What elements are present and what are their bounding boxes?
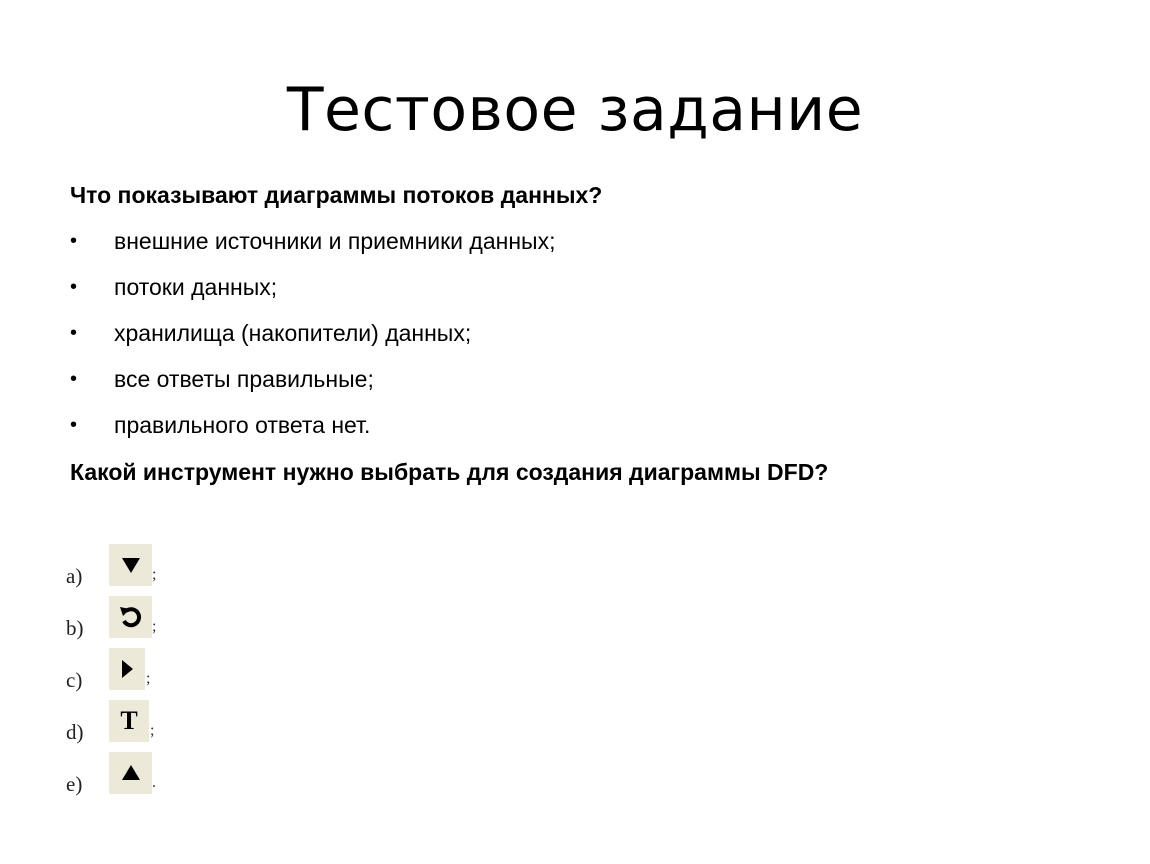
- bullet: •: [70, 230, 78, 252]
- option-punct: .: [152, 774, 156, 791]
- triangle-down-icon: [109, 544, 152, 586]
- question-1: Что показывают диаграммы потоков данных?: [70, 182, 603, 208]
- answer-text: все ответы правильные;: [114, 366, 374, 392]
- option-letter: d): [66, 720, 84, 744]
- bullet: •: [70, 322, 78, 344]
- option-e: [66, 752, 186, 796]
- triangle-right-icon: [109, 648, 145, 690]
- option-c: [66, 648, 186, 692]
- option-letter: c): [66, 668, 83, 692]
- answer-text: правильного ответа нет.: [114, 412, 371, 438]
- list-item: [70, 272, 555, 318]
- slide-title: Тестовое задание: [286, 75, 864, 145]
- answer-list: [70, 226, 555, 456]
- answer-text: потоки данных;: [114, 274, 278, 300]
- question-2: Какой инструмент нужно выбрать для создания диаграммы DFD?: [70, 459, 829, 485]
- text-tool-glyph: T: [120, 706, 138, 735]
- list-item: [70, 364, 555, 410]
- option-punct: ;: [152, 618, 157, 635]
- answer-text: внешние источники и приемники данных;: [114, 228, 556, 254]
- option-letter: e): [66, 772, 83, 796]
- option-d: [66, 700, 186, 744]
- rotate-arrow-icon: [109, 596, 152, 638]
- option-punct: ;: [150, 722, 155, 739]
- option-letter: a): [66, 564, 83, 588]
- bullet: •: [70, 414, 78, 436]
- option-a: [66, 544, 186, 588]
- option-punct: ;: [152, 566, 157, 583]
- option-b: [66, 596, 186, 640]
- bullet: •: [70, 276, 78, 298]
- list-item: [70, 318, 555, 364]
- bullet: •: [70, 368, 78, 390]
- list-item: [70, 226, 555, 272]
- text-tool-icon: [109, 700, 149, 742]
- answer-text: хранилища (накопители) данных;: [114, 320, 472, 346]
- option-punct: ;: [146, 670, 151, 687]
- option-letter: b): [66, 616, 84, 640]
- list-item: [70, 410, 555, 456]
- triangle-up-icon: [109, 752, 152, 794]
